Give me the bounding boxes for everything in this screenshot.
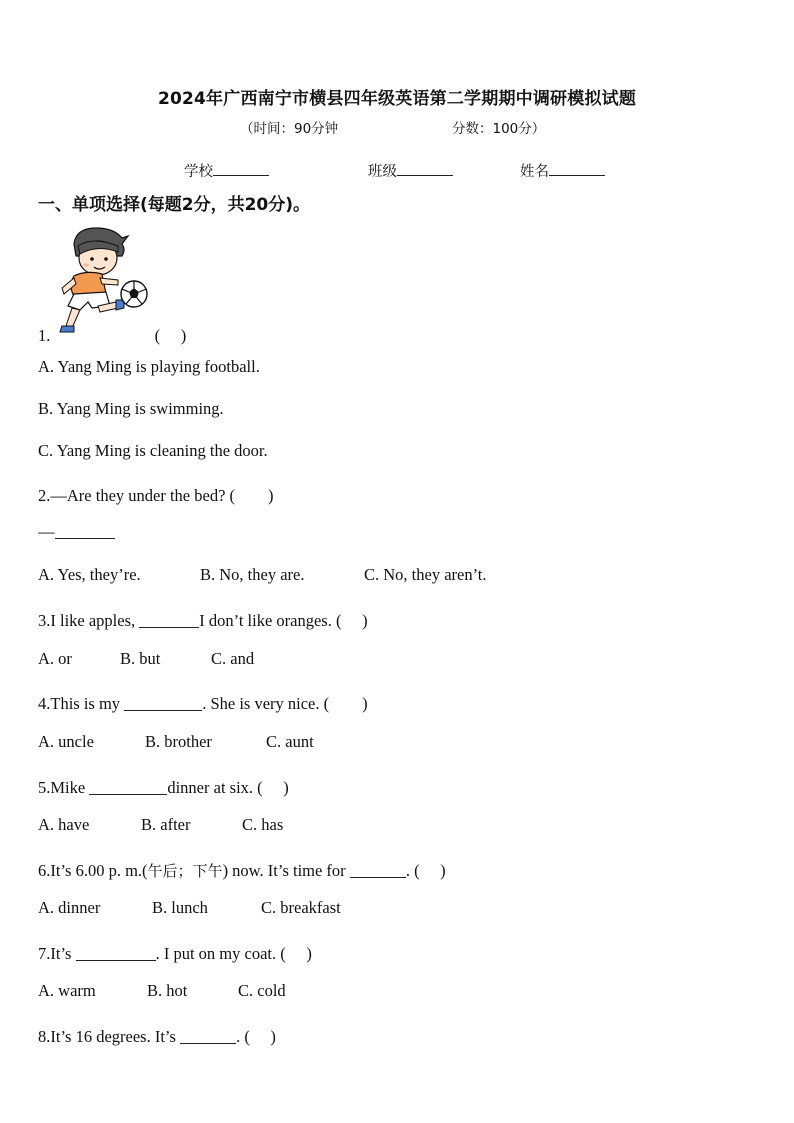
name-field[interactable]: [520, 160, 605, 181]
option-c[interactable]: C. Yang Ming is cleaning the door.: [38, 441, 268, 460]
answer-blank[interactable]: [350, 863, 406, 878]
option-a[interactable]: A. warm: [38, 981, 96, 1000]
answer-blank[interactable]: [76, 946, 156, 961]
stem-part: 8.It’s 16 degrees. It’s: [38, 1027, 181, 1046]
stem-chinese: 午后；下午: [147, 862, 223, 880]
option-a[interactable]: A. uncle: [38, 732, 94, 751]
question-3: [38, 607, 368, 631]
option-a[interactable]: A. or: [38, 649, 72, 668]
answer-blank[interactable]: [89, 780, 167, 795]
school-blank[interactable]: [213, 174, 269, 176]
question-5: [38, 774, 289, 798]
option-a[interactable]: A. have: [38, 815, 90, 834]
stem-part: 6.It’s 6.00 p. m.(: [38, 861, 148, 880]
answer-paren[interactable]: ( ): [154, 326, 187, 345]
answer-blank[interactable]: [180, 1029, 236, 1044]
boy-playing-football-icon: [52, 222, 152, 338]
options-row: [38, 981, 286, 1001]
stem-part: 5.Mike: [38, 778, 90, 797]
dash: —: [38, 522, 55, 541]
option-b[interactable]: B. brother: [145, 732, 212, 751]
options-row: [38, 732, 314, 752]
answer-line[interactable]: [38, 522, 115, 542]
question-number: 1.: [38, 326, 51, 345]
school-field[interactable]: [184, 160, 269, 181]
class-blank[interactable]: [397, 174, 453, 176]
options-row: [38, 815, 283, 835]
option-a[interactable]: A. Yes, they’re.: [38, 565, 141, 584]
question-1: [38, 322, 186, 346]
exam-score: 分数：100分）: [452, 121, 546, 137]
option-a[interactable]: A. Yang Ming is playing football.: [38, 357, 260, 376]
question-8: [38, 1023, 276, 1047]
question-6: [38, 857, 446, 881]
stem-part: ) now. It’s time for: [222, 861, 350, 880]
option-b[interactable]: B. Yang Ming is swimming.: [38, 399, 224, 418]
name-blank[interactable]: [549, 174, 605, 176]
question-7: [38, 940, 312, 964]
option-c[interactable]: C. No, they aren’t.: [364, 565, 487, 584]
stem-part: . ( ): [236, 1027, 276, 1046]
question-2: 2.—Are they under the bed? ( ): [38, 486, 274, 505]
option-b[interactable]: B. No, they are.: [200, 565, 305, 584]
option-b[interactable]: B. but: [120, 649, 161, 668]
options-row: [38, 565, 487, 585]
option-b[interactable]: B. after: [141, 815, 191, 834]
stem-part: 7.It’s: [38, 944, 76, 963]
options-row: [38, 649, 254, 669]
option-c[interactable]: C. has: [242, 815, 284, 834]
option-a[interactable]: A. dinner: [38, 898, 101, 917]
page-title: 2024年广西南宁市横县四年级英语第二学期期中调研模拟试题: [157, 89, 637, 109]
answer-blank[interactable]: [124, 696, 202, 711]
stem-part: 3.I like apples,: [38, 611, 140, 630]
stem-part: . I put on my coat. ( ): [155, 944, 312, 963]
school-label: 学校: [184, 164, 213, 180]
class-label: 班级: [368, 164, 397, 180]
answer-blank[interactable]: [55, 524, 115, 539]
option-c[interactable]: C. breakfast: [261, 898, 341, 917]
stem-part: . ( ): [405, 861, 446, 880]
stem-part: I don’t like oranges. ( ): [199, 611, 368, 630]
option-c[interactable]: C. aunt: [266, 732, 314, 751]
stem-part: . She is very nice. ( ): [202, 694, 368, 713]
answer-blank[interactable]: [139, 613, 199, 628]
question-4: [38, 690, 368, 714]
option-c[interactable]: C. and: [211, 649, 255, 668]
option-c[interactable]: C. cold: [238, 981, 286, 1000]
exam-time: （时间：90分钟: [240, 121, 339, 137]
stem-part: dinner at six. ( ): [167, 778, 289, 797]
class-field[interactable]: [368, 160, 453, 181]
option-b[interactable]: B. lunch: [152, 898, 208, 917]
stem-part: 4.This is my: [38, 694, 125, 713]
option-b[interactable]: B. hot: [147, 981, 188, 1000]
section-heading: 一、单项选择(每题2分，共20分)。: [38, 195, 311, 215]
options-row: [38, 898, 341, 918]
name-label: 姓名: [520, 164, 549, 180]
